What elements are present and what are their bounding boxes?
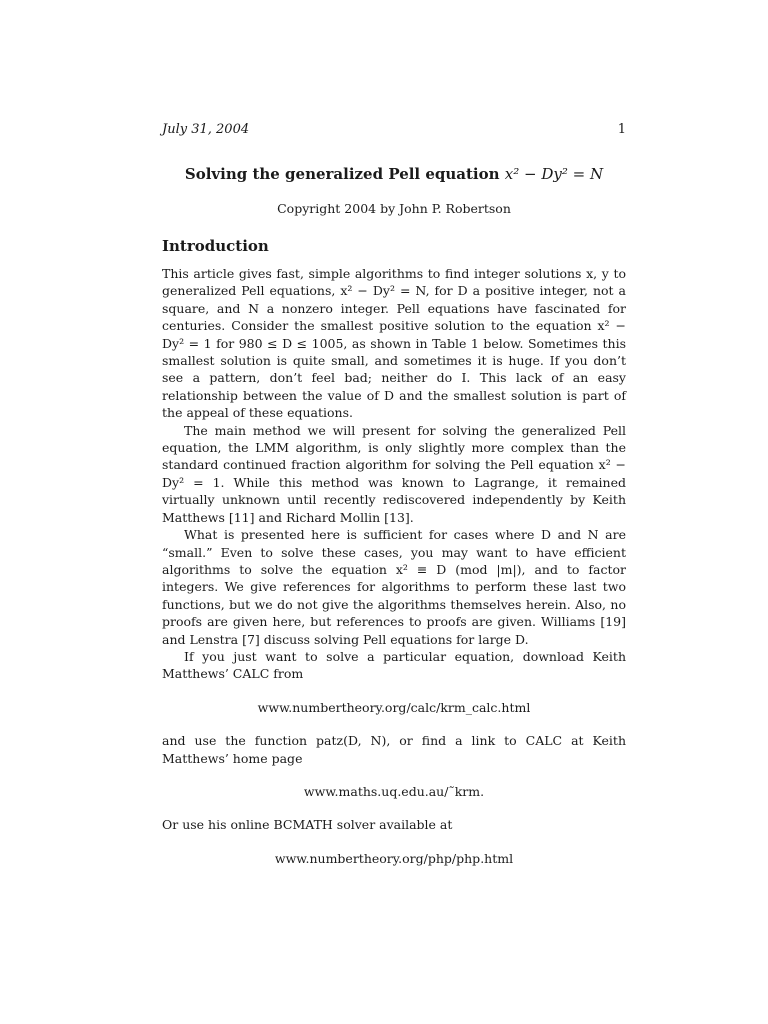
title-text: Solving the generalized Pell equation bbox=[184, 165, 500, 183]
paragraph-4: If you just want to solve a particular equation, download Keith Matthews’ CALC from bbox=[162, 648, 626, 682]
calc-url[interactable]: www.numbertheory.org/calc/krm_calc.html bbox=[257, 699, 531, 715]
article-title bbox=[162, 164, 626, 184]
title-equation: x² − Dy² = N bbox=[504, 165, 604, 183]
paragraph-6: Or use his online BCMATH solver available at bbox=[162, 817, 453, 833]
paragraph-5: and use the function patz(D, N), or find a link to CALC at Keith Matthews’ home page bbox=[162, 733, 626, 766]
document-page bbox=[162, 118, 626, 883]
section-heading: Introduction bbox=[162, 237, 269, 255]
homepage-url[interactable]: www.maths.uq.edu.au/˜krm. bbox=[303, 783, 485, 799]
header-date: July 31, 2004 bbox=[162, 122, 250, 137]
bcmath-url[interactable]: www.numbertheory.org/php/php.html bbox=[274, 850, 514, 866]
page-number: 1 bbox=[617, 122, 626, 137]
paragraph-2: The main method we will present for solving the generalized Pell equation, the LMM algorithm, is only slightly more complex than the standard continued fraction algorithm for solving the Pell equation x² − Dy² = 1. While this method was known to Lagrange, it remained virtually unknown until recently rediscovered independently by Keith Matthews [11] and Richard Mollin [13]. bbox=[162, 422, 626, 525]
running-header bbox=[162, 118, 626, 142]
paragraph-1: This article gives fast, simple algorithms to find integer solutions x, y to generalized Pell equations, x² − Dy² = N, for D a positive integer, not a square, and N a nonzero integer. Pell equations have fascinated for centuries. Consider the smallest positive solution to the equation x² − Dy² = 1 for 980 ≤ D ≤ 1005, as shown in Table 1 below. Sometimes this smallest solution is quite small, and sometimes it is huge. If you don’t see a pattern, don’t feel bad; neither do I. This lack of an easy relationship between the value of D and the smallest solution is part of the appeal of these equations. bbox=[162, 266, 626, 421]
copyright-line: Copyright 2004 by John P. Robertson bbox=[277, 201, 511, 216]
paragraph-3: What is presented here is sufficient for cases where D and N are “small.” Even to solve these cases, you may want to have efficient algorithms to solve the equation x² ≡ D (mod |m|), and to factor integers. We give references for algorithms to perform these last two functions, but we do not give the algorithms themselves herein. Also, no proofs are given here, but references to proofs are given. Williams [19] and Lenstra [7] discuss solving Pell equations for large D. bbox=[162, 527, 626, 647]
